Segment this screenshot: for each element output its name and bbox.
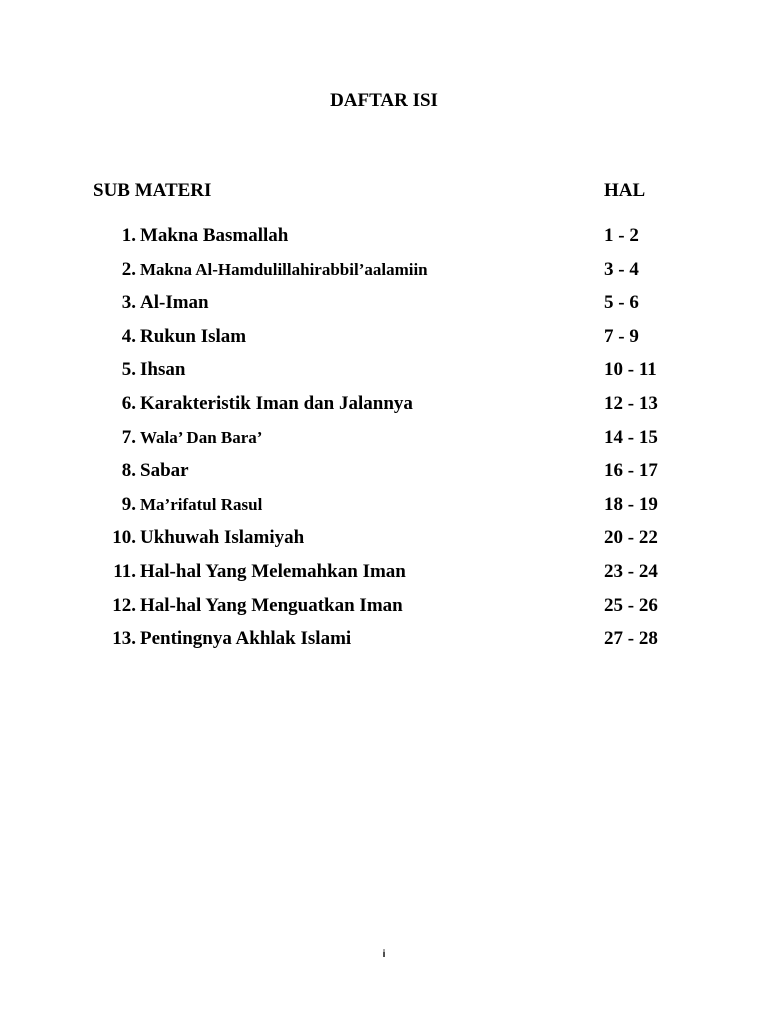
toc-entry-title: Karakteristik Iman dan Jalannya (140, 392, 413, 414)
toc-entry-pages: 12 - 13 (604, 392, 658, 414)
toc-entry (0, 594, 768, 628)
toc-entry (0, 325, 768, 359)
toc-entry-number: 9. (121, 493, 136, 515)
toc-entry (0, 224, 768, 258)
toc-entry-number: 5. (121, 359, 136, 381)
column-header-hal: HAL (604, 180, 646, 201)
toc-entry-pages: 5 - 6 (604, 292, 639, 314)
toc-entry (0, 426, 768, 460)
toc-entry-title: Hal-hal Yang Melemahkan Iman (140, 560, 406, 582)
toc-entry-title: Sabar (140, 460, 189, 482)
toc-entry (0, 560, 768, 594)
toc-entry-pages: 27 - 28 (604, 628, 658, 650)
toc-entry-pages: 25 - 26 (604, 594, 658, 616)
toc-entry (0, 493, 768, 527)
toc-entry-number: 13. (112, 628, 136, 650)
table-of-contents (0, 224, 768, 661)
toc-entry-title: Ihsan (140, 359, 186, 381)
toc-entry-title: Ukhuwah Islamiyah (140, 527, 305, 549)
toc-entry-pages: 18 - 19 (604, 493, 658, 515)
toc-entry-title: Hal-hal Yang Menguatkan Iman (140, 594, 403, 616)
toc-entry-pages: 10 - 11 (604, 359, 657, 381)
toc-entry-pages: 23 - 24 (604, 560, 658, 582)
toc-entry-number: 6. (121, 392, 136, 414)
toc-entry-title: Makna Basmallah (140, 225, 289, 246)
toc-entry-title: Rukun Islam (140, 325, 247, 347)
toc-entry-title: Ma’rifatul Rasul (140, 494, 263, 514)
page-title: DAFTAR ISI (330, 90, 438, 111)
toc-entry (0, 358, 768, 392)
toc-entry-pages: 16 - 17 (604, 460, 658, 482)
toc-entry-number: 10. (112, 527, 136, 549)
toc-entry-number: 12. (112, 594, 136, 616)
toc-entry (0, 392, 768, 426)
toc-entry (0, 526, 768, 560)
toc-entry-number: 1. (121, 225, 136, 246)
toc-entry (0, 291, 768, 325)
toc-entry-title: Makna Al-Hamdulillahirabbil’aalamiin (140, 259, 428, 279)
toc-entry-pages: 14 - 15 (604, 426, 658, 448)
toc-entry (0, 258, 768, 292)
toc-entry-pages: 7 - 9 (604, 325, 639, 347)
toc-entry-pages: 1 - 2 (604, 225, 639, 246)
toc-entry-pages: 3 - 4 (604, 258, 639, 280)
toc-entry-number: 7. (121, 426, 136, 448)
toc-entry-title: Wala’ Dan Bara’ (140, 427, 263, 447)
footer-page-number: i (382, 949, 386, 960)
toc-entry-number: 3. (121, 292, 136, 314)
toc-entry-title: Al-Iman (140, 292, 209, 314)
toc-entry-number: 4. (121, 325, 136, 347)
toc-entry-number: 11. (113, 560, 136, 582)
toc-entry-number: 2. (121, 258, 136, 280)
toc-entry (0, 459, 768, 493)
column-header-sub-materi: SUB MATERI (93, 180, 212, 201)
toc-entry-title: Pentingnya Akhlak Islami (140, 628, 352, 650)
toc-entry-pages: 20 - 22 (604, 527, 658, 549)
toc-entry-number: 8. (121, 460, 136, 482)
toc-entry (0, 627, 768, 661)
